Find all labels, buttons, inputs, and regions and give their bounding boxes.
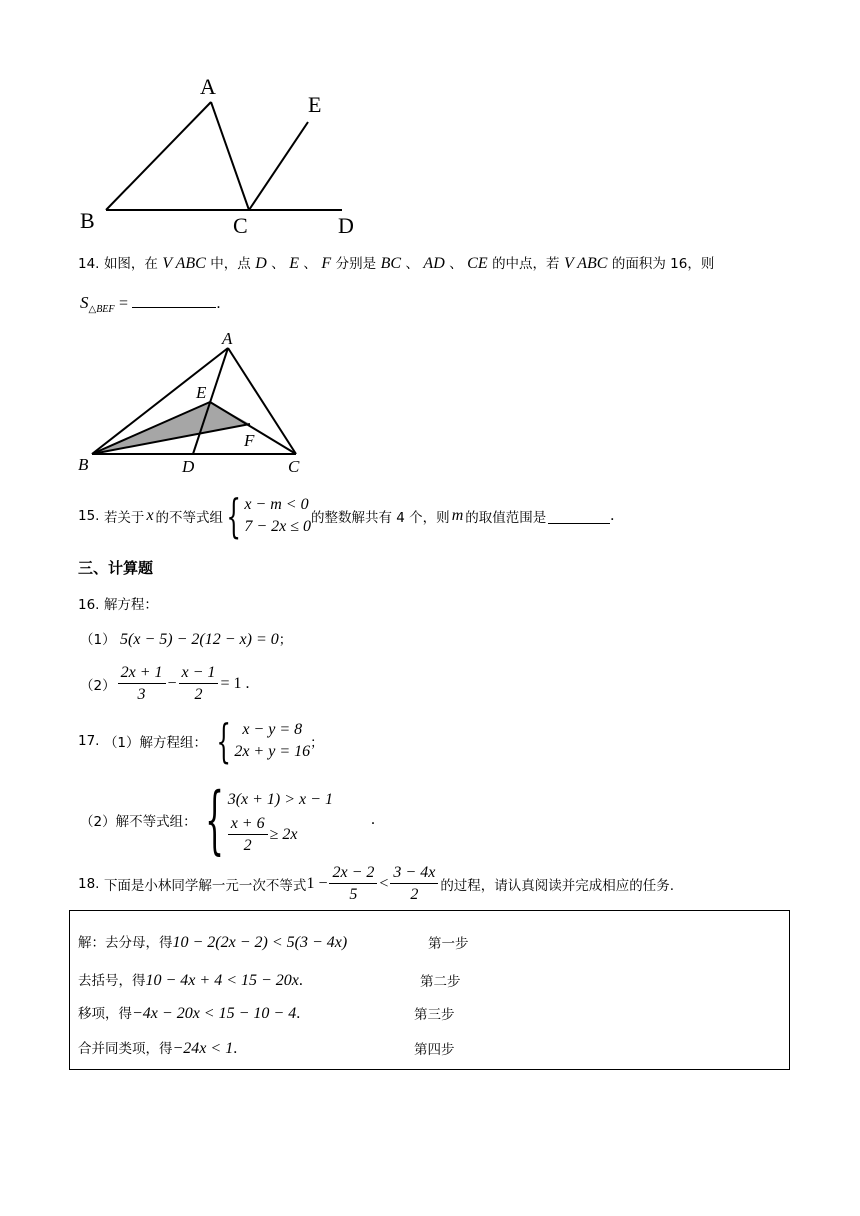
fig2-label-c: C bbox=[288, 457, 300, 476]
q15-text-a: 若关于 bbox=[103, 510, 145, 526]
question-17 bbox=[78, 716, 324, 766]
q14-text-e: 的面积为 16，则 bbox=[611, 256, 715, 272]
q14-point-d: D bbox=[255, 255, 267, 272]
solution-row-suffix: . bbox=[296, 1005, 301, 1022]
question-15 bbox=[78, 488, 614, 544]
q17-part-1-label: （1）解方程组： bbox=[103, 735, 208, 751]
q14-segment-bc: BC bbox=[380, 255, 402, 272]
q14-area-symbol: S bbox=[80, 293, 89, 312]
q14-sep-1: 、 bbox=[271, 256, 285, 272]
q17-inequality-1: 3(x + 1) > x − 1 bbox=[227, 791, 333, 808]
solution-row bbox=[78, 969, 303, 990]
fig2-label-e: E bbox=[196, 383, 207, 402]
fig1-label-d: D bbox=[338, 213, 354, 238]
q14-answer-blank[interactable] bbox=[132, 307, 216, 308]
q14-sep-2: 、 bbox=[303, 256, 317, 272]
q16-minus: − bbox=[167, 675, 177, 692]
q14-text-a: 如图，在 bbox=[103, 256, 158, 272]
q17-inequality-2-rhs: ≥ 2x bbox=[269, 826, 298, 843]
solution-row bbox=[78, 1002, 300, 1023]
q15-inequality-2: 7 − 2x ≤ 0 bbox=[244, 518, 312, 535]
q16-part-1 bbox=[80, 628, 292, 649]
fig2-label-a: A bbox=[222, 329, 233, 348]
q14-number: 14. bbox=[78, 256, 100, 272]
q18-fraction-2-denominator: 2 bbox=[410, 886, 419, 903]
q17-equation-1: x − y = 8 bbox=[242, 721, 303, 738]
solution-box bbox=[69, 910, 790, 1070]
solution-step-label: 第三步 bbox=[414, 1007, 455, 1023]
fig1-label-c: C bbox=[233, 213, 248, 238]
question-18 bbox=[78, 860, 674, 908]
section-3-title: 三、计算题 bbox=[78, 559, 154, 577]
q15-var-x: x bbox=[146, 507, 154, 524]
q14-period: . bbox=[216, 295, 221, 312]
q17-part-2-end: . bbox=[370, 811, 375, 828]
q18-text-b: 的过程，请认真阅读并完成相应的任务. bbox=[440, 878, 675, 894]
solution-row-prefix: 解：去分母，得 bbox=[78, 935, 173, 951]
q16-part-2-rhs: = 1 . bbox=[220, 675, 250, 692]
q14-answer-line bbox=[80, 292, 220, 321]
q14-segment-ce: CE bbox=[467, 255, 488, 272]
q18-lead: 1 − bbox=[306, 875, 328, 892]
q15-text-d: 的取值范围是 bbox=[465, 510, 547, 526]
fig1-label-e: E bbox=[308, 92, 322, 117]
q16-part-1-label: （1） bbox=[80, 632, 116, 648]
figure-2-triangle-diagram bbox=[74, 328, 324, 478]
q14-sep-3: 、 bbox=[405, 256, 419, 272]
q18-fraction-1-denominator: 5 bbox=[349, 886, 358, 903]
q14-segment-ad: AD bbox=[423, 255, 445, 272]
q17-number: 17. bbox=[78, 733, 100, 749]
q15-brace: { bbox=[226, 489, 242, 543]
solution-step-label: 第二步 bbox=[420, 974, 461, 990]
q14-text-d: 的中点，若 bbox=[492, 256, 560, 272]
q16-part-1-equation: 5(x − 5) − 2(12 − x) = 0 bbox=[120, 631, 279, 648]
fig2-label-d: D bbox=[182, 457, 195, 476]
q15-inequality-1: x − m < 0 bbox=[244, 496, 309, 513]
q14-triangle-1: V ABC bbox=[162, 255, 206, 272]
q15-var-m: m bbox=[451, 507, 464, 524]
question-16 bbox=[78, 593, 158, 613]
q17-part-2-brace: { bbox=[204, 777, 224, 863]
q14-text-b: 中，点 bbox=[210, 256, 251, 272]
q15-answer-blank[interactable] bbox=[548, 523, 610, 524]
solution-row bbox=[78, 931, 347, 952]
solution-row-prefix: 移项，得 bbox=[78, 1006, 132, 1022]
question-14 bbox=[78, 254, 714, 274]
q17-part-1-brace: { bbox=[216, 714, 231, 768]
solution-step-label: 第一步 bbox=[428, 936, 469, 952]
solution-row-math: 10 − 2(2x − 2) < 5(3 − 4x) bbox=[172, 934, 348, 951]
solution-row-math: −24x < 1 bbox=[172, 1040, 234, 1057]
q18-fraction-2-numerator: 3 − 4x bbox=[390, 864, 438, 884]
q14-text-c: 分别是 bbox=[335, 256, 377, 272]
q16-part-2 bbox=[80, 664, 249, 704]
q16-part-1-end: ； bbox=[278, 632, 293, 648]
q16-fraction-1-denominator: 3 bbox=[137, 686, 146, 703]
q14-sep-4: 、 bbox=[449, 256, 463, 272]
q18-fraction-1-numerator: 2x − 2 bbox=[329, 864, 377, 884]
q16-fraction-1-numerator: 2x + 1 bbox=[118, 664, 166, 684]
q18-less-than: < bbox=[379, 875, 389, 892]
q15-text-b: 的不等式组 bbox=[155, 510, 224, 526]
solution-row-math: −4x − 20x < 15 − 10 − 4 bbox=[132, 1005, 297, 1022]
q14-triangle-2: V ABC bbox=[564, 255, 608, 272]
q17-fraction-denominator: 2 bbox=[243, 837, 252, 854]
q15-number: 15. bbox=[78, 508, 100, 524]
solution-row-prefix: 去括号，得 bbox=[78, 973, 146, 989]
q16-number: 16. bbox=[78, 597, 100, 613]
q17-fraction-numerator: x + 6 bbox=[228, 815, 268, 835]
q17-part-1-end: ； bbox=[310, 735, 324, 751]
q17-part-2-label: （2）解不等式组： bbox=[80, 814, 197, 830]
q16-prompt: 解方程： bbox=[103, 597, 158, 613]
q16-fraction-2-numerator: x − 1 bbox=[179, 664, 219, 684]
q18-text-a: 下面是小林同学解一元一次不等式 bbox=[103, 878, 307, 894]
q17-equation-2: 2x + y = 16 bbox=[234, 743, 311, 760]
q14-point-e: E bbox=[289, 255, 299, 272]
q14-area-subscript: △BEF bbox=[88, 303, 115, 315]
solution-step-label: 第四步 bbox=[414, 1042, 455, 1058]
q17-part-2 bbox=[80, 777, 375, 863]
q14-point-f: F bbox=[321, 255, 332, 272]
fig1-label-b: B bbox=[80, 208, 95, 233]
solution-row-suffix: . bbox=[233, 1040, 238, 1057]
q16-fraction-2-denominator: 2 bbox=[194, 686, 203, 703]
q15-text-c: 的整数解共有 4 个，则 bbox=[311, 510, 450, 526]
solution-row-math: 10 − 4x + 4 < 15 − 20x bbox=[145, 972, 299, 989]
solution-row-prefix: 合并同类项，得 bbox=[78, 1041, 173, 1057]
fig1-label-a: A bbox=[200, 74, 216, 99]
fig2-label-f: F bbox=[244, 431, 255, 450]
fig2-label-b: B bbox=[78, 455, 89, 474]
figure-1-angle-diagram bbox=[70, 70, 370, 240]
solution-row-suffix: . bbox=[298, 972, 303, 989]
q18-number: 18. bbox=[78, 876, 100, 892]
solution-row bbox=[78, 1037, 237, 1058]
q15-period: . bbox=[610, 507, 615, 524]
q16-part-2-label: （2） bbox=[80, 678, 116, 694]
q14-equals: = bbox=[118, 295, 128, 312]
